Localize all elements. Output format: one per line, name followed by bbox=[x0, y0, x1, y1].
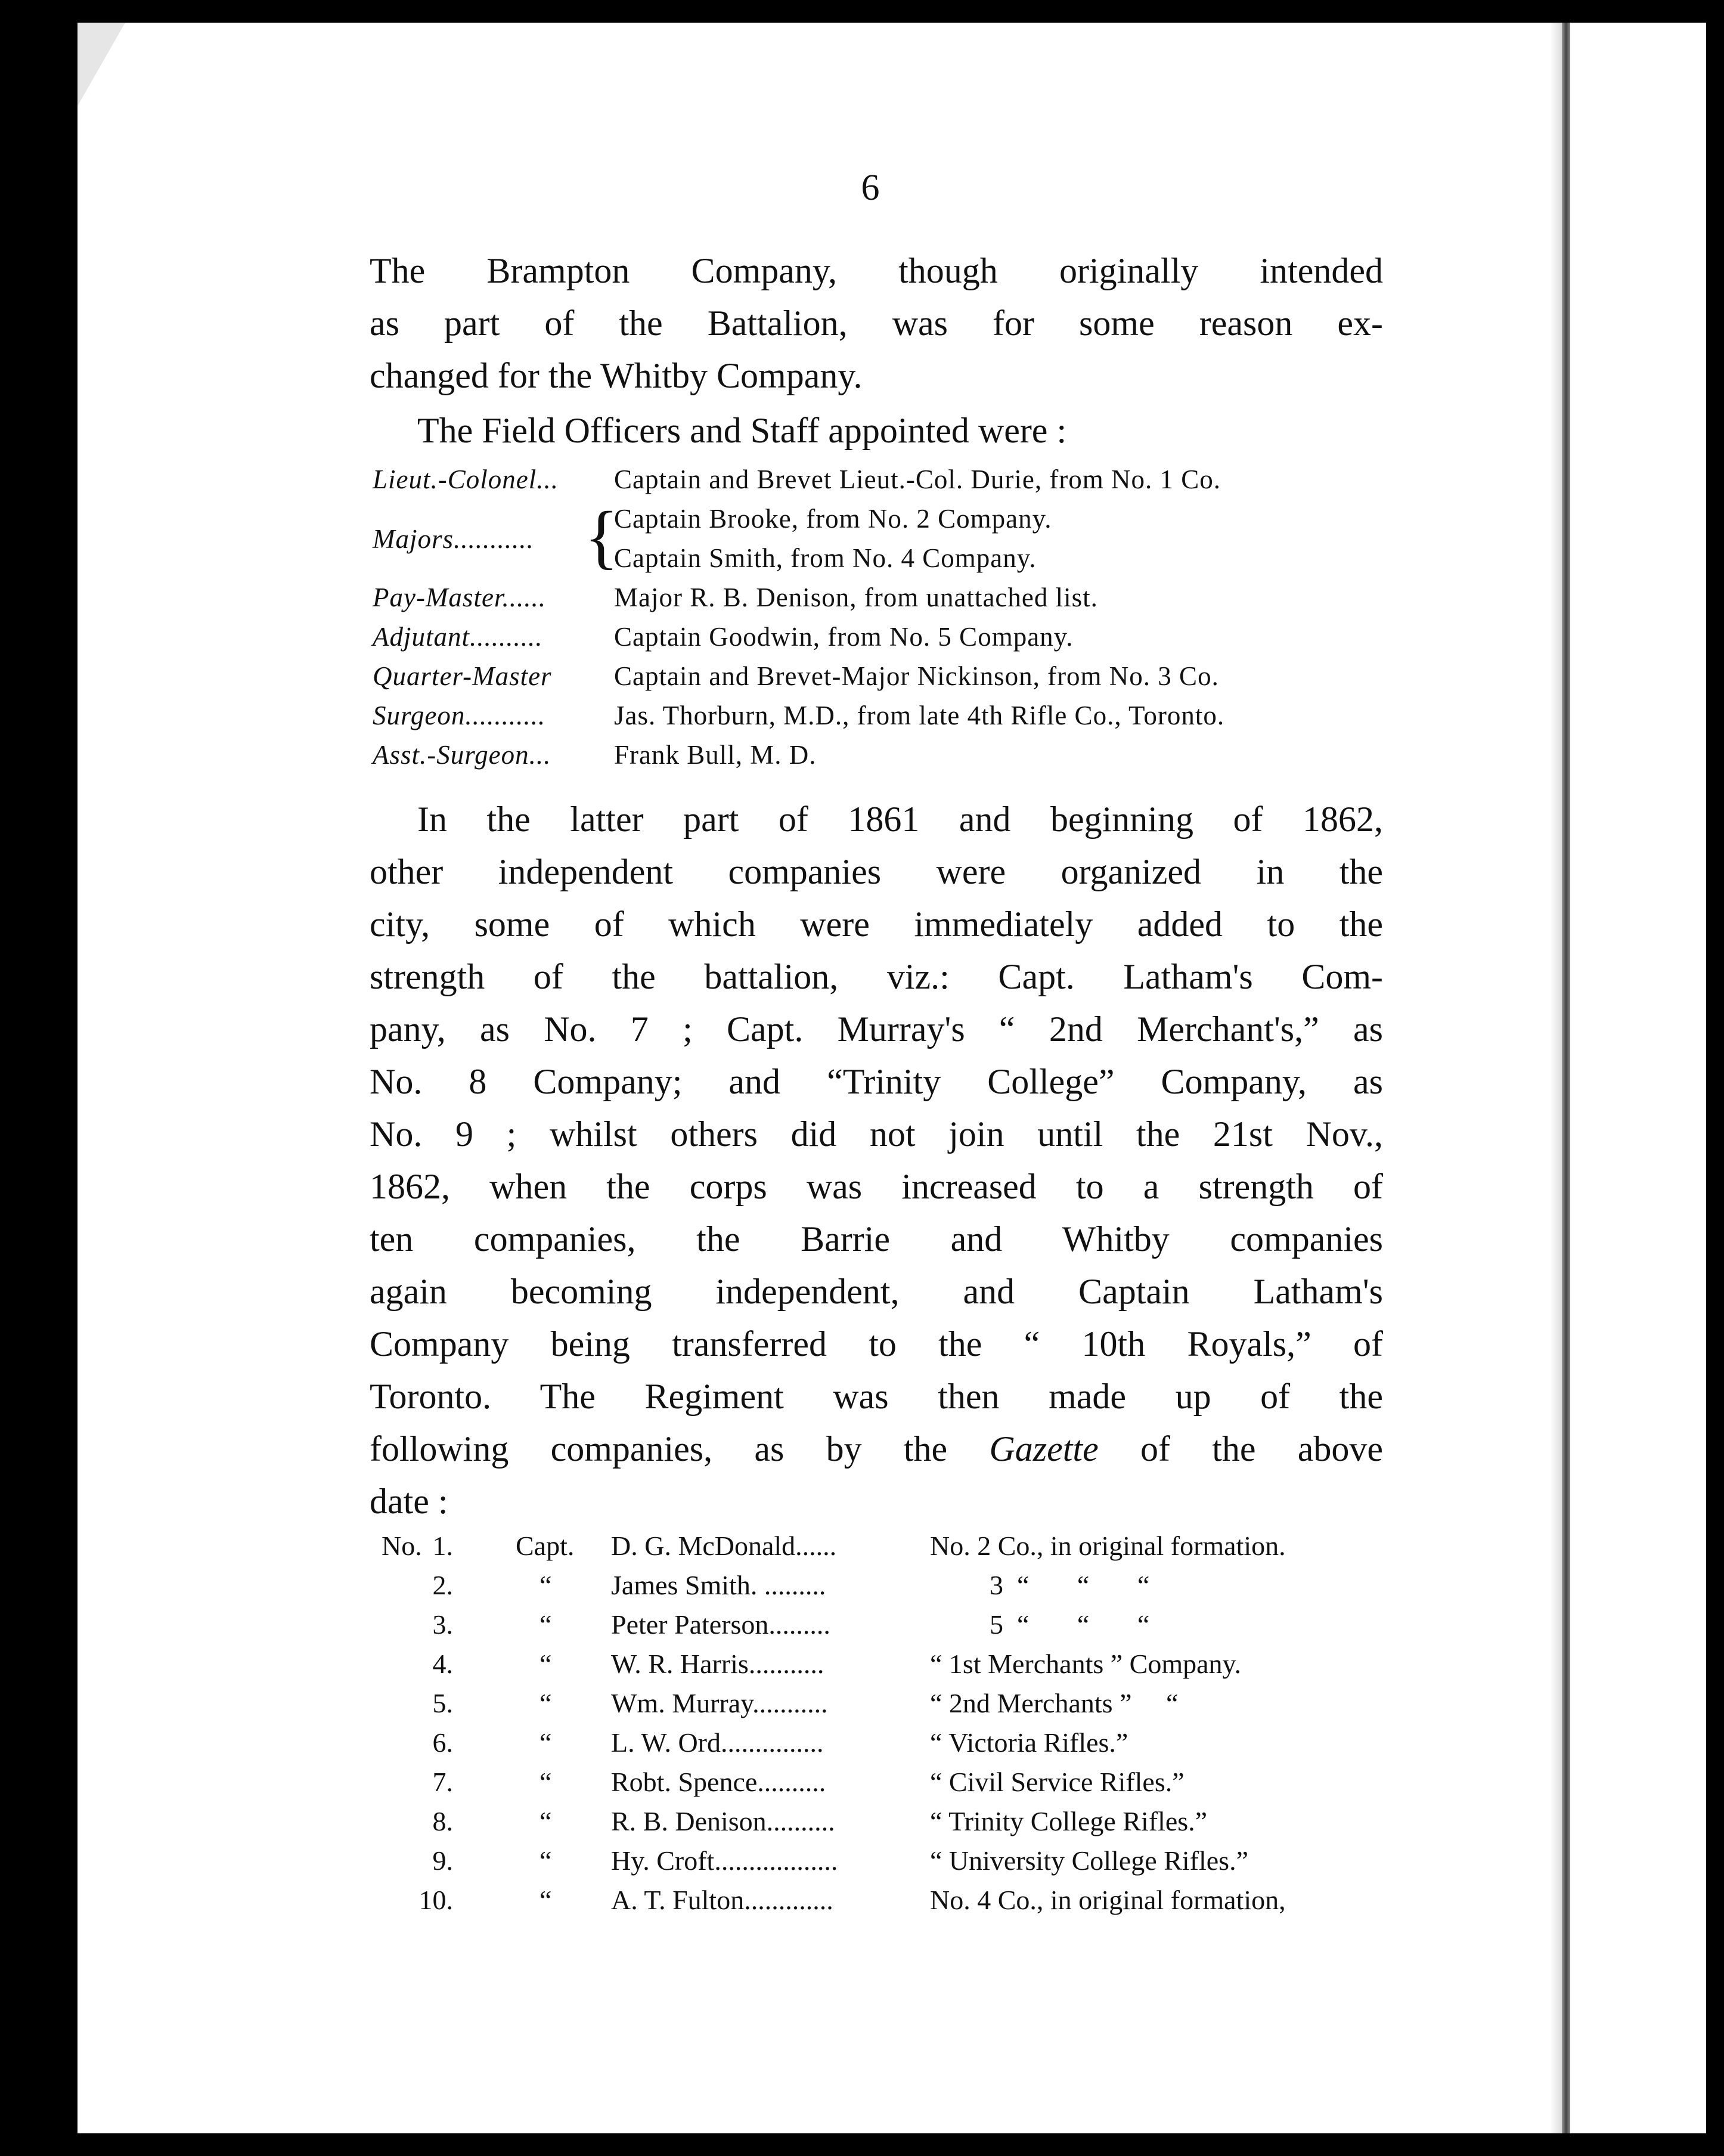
roster-number: 9. bbox=[432, 1845, 453, 1876]
roster-rank: “ bbox=[539, 1649, 552, 1679]
text-line: The Brampton Company, though originally intended bbox=[370, 251, 1383, 290]
staff-role: Majors........... bbox=[373, 524, 534, 554]
roster-number: 2. bbox=[432, 1570, 453, 1600]
staff-role: Surgeon........... bbox=[373, 701, 546, 730]
body-paragraph bbox=[370, 793, 1383, 1528]
roster-rank: “ bbox=[539, 1727, 552, 1758]
staff-desc: Major R. B. Denison, from unattached list. bbox=[614, 583, 1098, 612]
roster-number: 4. bbox=[432, 1649, 453, 1679]
text-line: other independent companies were organized in the bbox=[370, 852, 1383, 891]
roster-rank: Capt. bbox=[516, 1531, 575, 1561]
page-number: 6 bbox=[861, 168, 880, 208]
roster-number: 6. bbox=[432, 1727, 453, 1758]
book-spine bbox=[1562, 23, 1570, 2133]
roster-origin: 3 “ “ “ bbox=[990, 1570, 1150, 1600]
text-line: Company being transferred to the “ 10th Royals,” of bbox=[370, 1324, 1383, 1364]
roster-rank: “ bbox=[539, 1806, 552, 1836]
roster-origin: No. 2 Co., in original formation. bbox=[930, 1531, 1286, 1561]
roster-origin: “ 1st Merchants ” Company. bbox=[930, 1649, 1242, 1679]
text-line: In the latter part of 1861 and beginning of 1862, bbox=[417, 800, 1383, 839]
text-line: pany, as No. 7 ; Capt. Murray's “ 2nd Merchant's,” as bbox=[370, 1009, 1383, 1049]
roster-rank: “ bbox=[539, 1885, 552, 1915]
text-line: strength of the battalion, viz.: Capt. Latham's Com- bbox=[370, 957, 1383, 996]
text-line: again becoming independent, and Captain Latham's bbox=[370, 1272, 1383, 1311]
roster-origin: 5 “ “ “ bbox=[990, 1609, 1150, 1640]
roster-rank: “ bbox=[539, 1845, 552, 1876]
roster-number: 3. bbox=[432, 1609, 453, 1640]
text-line: as part of the Battalion, was for some reason ex- bbox=[370, 303, 1383, 343]
roster-number: 10. bbox=[418, 1885, 453, 1915]
text-line: 1862, when the corps was increased to a strength of bbox=[370, 1167, 1383, 1206]
roster-captain: Robt. Spence.......... bbox=[611, 1767, 826, 1797]
scan-border-right bbox=[1706, 0, 1724, 2156]
gazette-italic: Gazette bbox=[989, 1429, 1099, 1469]
staff-desc: Captain Smith, from No. 4 Company. bbox=[614, 543, 1037, 573]
roster-captain: L. W. Ord............... bbox=[611, 1727, 824, 1758]
text-line: following companies, as by the Gazette of the above bbox=[370, 1429, 1384, 1469]
roster-origin: “ Trinity College Rifles.” bbox=[930, 1806, 1208, 1836]
roster-captain: A. T. Fulton............. bbox=[611, 1885, 833, 1915]
roster-number: 5. bbox=[432, 1688, 453, 1718]
roster-origin: “ Victoria Rifles.” bbox=[930, 1727, 1128, 1758]
roster-captain: Hy. Croft.................. bbox=[611, 1845, 838, 1876]
staff-role: Lieut.-Colonel... bbox=[373, 464, 559, 494]
roster-rank: “ bbox=[539, 1767, 552, 1797]
text-line: changed for the Whitby Company. bbox=[370, 356, 863, 395]
roster-captain: James Smith. ......... bbox=[611, 1570, 826, 1600]
staff-desc: Captain Brooke, from No. 2 Company. bbox=[614, 504, 1052, 534]
staff-desc: Captain Goodwin, from No. 5 Company. bbox=[614, 622, 1074, 652]
intro-paragraph bbox=[370, 244, 1383, 402]
text-line: No. 8 Company; and “Trinity College” Company, as bbox=[370, 1062, 1383, 1101]
text-line: ten companies, the Barrie and Whitby companies bbox=[370, 1219, 1383, 1259]
scan-border-top bbox=[0, 0, 1724, 23]
staff-role: Quarter-Master bbox=[373, 661, 552, 691]
book-gutter-shadow bbox=[1550, 23, 1562, 2133]
staff-role: Pay-Master...... bbox=[373, 583, 546, 612]
text-line: The Field Officers and Staff appointed were : bbox=[417, 411, 1067, 450]
page-corner-fold bbox=[77, 23, 125, 106]
staff-role: Adjutant.......... bbox=[373, 622, 543, 652]
roster-captain: Peter Paterson......... bbox=[611, 1609, 830, 1640]
roster-captain: R. B. Denison.......... bbox=[611, 1806, 835, 1836]
roster-origin: No. 4 Co., in original formation, bbox=[930, 1885, 1286, 1915]
text-line: Toronto. The Regiment was then made up of the bbox=[370, 1377, 1383, 1416]
staff-desc: Jas. Thorburn, M.D., from late 4th Rifle Co., Toronto. bbox=[614, 701, 1225, 730]
brace-mark: { bbox=[584, 497, 619, 576]
roster-captain: Wm. Murray........... bbox=[611, 1688, 828, 1718]
roster-captain: W. R. Harris........... bbox=[611, 1649, 824, 1679]
staff-intro-paragraph bbox=[370, 404, 1383, 457]
staff-desc: Frank Bull, M. D. bbox=[614, 740, 817, 770]
text-line: city, some of which were immediately added to the bbox=[370, 904, 1383, 944]
text-line: No. 9 ; whilst others did not join until the 21st Nov., bbox=[370, 1114, 1383, 1154]
text-line: date : bbox=[370, 1482, 448, 1521]
roster-rank: “ bbox=[539, 1688, 552, 1718]
roster-number: 1. bbox=[432, 1531, 453, 1561]
staff-desc: Captain and Brevet-Major Nickinson, from No. 3 Co. bbox=[614, 661, 1219, 691]
scan-border-bottom bbox=[0, 2133, 1724, 2156]
roster-captain: D. G. McDonald...... bbox=[611, 1531, 837, 1561]
staff-role: Asst.-Surgeon... bbox=[373, 740, 551, 770]
roster-number: 7. bbox=[432, 1767, 453, 1797]
staff-desc: Captain and Brevet Lieut.-Col. Durie, from No. 1 Co. bbox=[614, 464, 1221, 494]
roster-lead-label: No. bbox=[382, 1531, 422, 1561]
roster-rank: “ bbox=[539, 1570, 552, 1600]
roster-rank: “ bbox=[539, 1609, 552, 1640]
roster-origin: “ 2nd Merchants ” “ bbox=[930, 1688, 1179, 1718]
roster-origin: “ University College Rifles.” bbox=[930, 1845, 1248, 1876]
scan-border-left bbox=[0, 0, 77, 2156]
roster-number: 8. bbox=[432, 1806, 453, 1836]
roster-origin: “ Civil Service Rifles.” bbox=[930, 1767, 1185, 1797]
